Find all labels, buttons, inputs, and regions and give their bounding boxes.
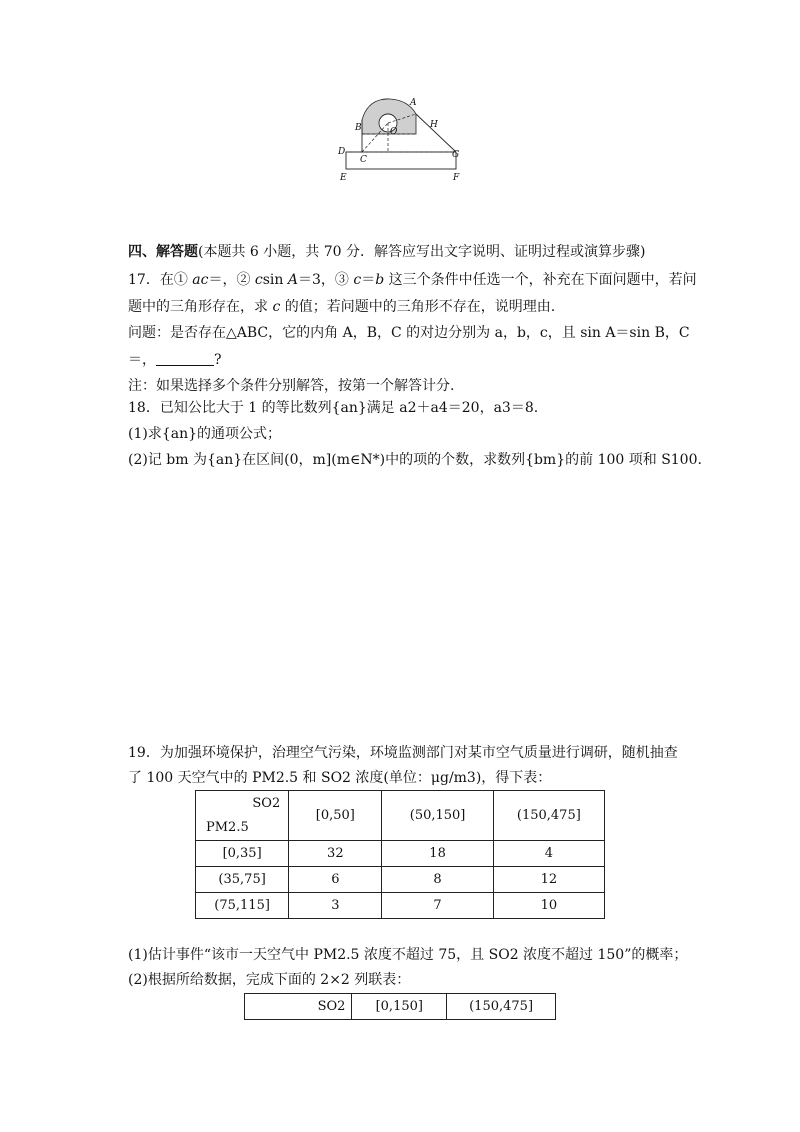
q17-line4 [128, 350, 222, 370]
label-C: C [360, 155, 367, 165]
label-B: B [355, 123, 362, 133]
label-D: D [338, 147, 346, 157]
text: 的值；若问题中的三角形不存在，说明理由. [280, 299, 556, 315]
q19-part2: (2)根据所给数据，完成下面的 2×2 列联表： [128, 972, 411, 988]
table-row [196, 893, 605, 919]
table-cell: 4 [493, 841, 604, 867]
table-header-row [196, 791, 605, 841]
label-A: A [410, 98, 417, 108]
corner-top: SO2 [252, 796, 281, 811]
q18-line2: (1)求{an}的通项公式； [128, 426, 282, 442]
label-E: E [340, 173, 347, 183]
label-G: G [452, 150, 460, 160]
corner-cell [196, 791, 289, 841]
row-label: [0,35] [196, 841, 289, 867]
table-cell: 7 [382, 893, 493, 919]
text: ＝， [128, 352, 156, 368]
var: ac [192, 272, 209, 288]
geometry-figure [330, 92, 480, 184]
q19-part1: (1)估计事件“该市一天空气中 PM2.5 浓度不超过 75，且 SO2 浓度不超过 150”的概率； [128, 947, 688, 963]
row-label: (75,115] [196, 893, 289, 919]
corner-bottom: PM2.5 [206, 820, 249, 835]
table-header-row [245, 994, 556, 1020]
table-cell: 12 [493, 867, 604, 893]
q19-line1: 19．为加强环境保护，治理空气污染，环境监测部门对某市空气质量进行调研，随机抽查 [128, 745, 678, 761]
corner-cell: SO2 [245, 994, 352, 1020]
table-row [196, 867, 605, 893]
label-O: O [390, 127, 398, 137]
table-cell: 8 [382, 867, 493, 893]
text: 题中的三角形存在，求 [128, 299, 273, 315]
section-title: 四、解答题 [128, 244, 198, 260]
col-header: [0,50] [289, 791, 382, 841]
answer-blank [156, 351, 214, 366]
var: b [375, 272, 385, 288]
contingency-table [244, 993, 556, 1020]
data-table [195, 790, 605, 919]
col-header: (150,475] [493, 791, 604, 841]
var: c [272, 299, 281, 315]
q18-line3: (2)记 bm 为{an}在区间(0，m](m∈N*)中的项的个数，求数列{bm}的前 100 项和 S100. [128, 452, 702, 468]
table-cell: 32 [289, 841, 382, 867]
text: ＝，② [208, 272, 255, 288]
section-header [128, 242, 645, 262]
table-cell: 6 [289, 867, 382, 893]
table-cell: 3 [289, 893, 382, 919]
col-header: (150,475] [447, 994, 556, 1020]
table-cell: 18 [382, 841, 493, 867]
q17-line5: 注：如果选择多个条件分别解答，按第一个解答计分. [128, 378, 455, 394]
text: ＝ [361, 272, 376, 288]
row-label: (35,75] [196, 867, 289, 893]
text: ? [214, 352, 222, 368]
col-header: (50,150] [382, 791, 493, 841]
text: 17．在① [128, 272, 193, 288]
label-H: H [430, 120, 438, 130]
table-row [196, 841, 605, 867]
q19-line2: 了 100 天空气中的 PM2.5 和 SO2 浓度(单位：μg/m3)，得下表： [128, 770, 552, 786]
col-header: [0,150] [352, 994, 447, 1020]
text: ＝3，③ [298, 272, 354, 288]
var: c [353, 272, 362, 288]
q18-line1: 18．已知公比大于 1 的等比数列{an}满足 a2＋a4＝20，a3＝8. [128, 400, 539, 416]
text: sin [262, 272, 288, 288]
q17-line2 [128, 297, 555, 317]
section-note: (本题共 6 小题，共 70 分．解答应写出文字说明、证明过程或演算步骤) [198, 244, 646, 260]
label-F: F [453, 173, 460, 183]
var: c [254, 272, 263, 288]
table-cell: 10 [493, 893, 604, 919]
text: 这三个条件中任选一个，补充在下面问题中，若问 [384, 272, 697, 288]
q17-line3: 问题：是否存在△ABC，它的内角 A，B，C 的对边分别为 a，b，c，且 sin A＝sin B，C [128, 325, 690, 341]
q17-line1 [128, 270, 697, 290]
var: A [287, 272, 299, 288]
